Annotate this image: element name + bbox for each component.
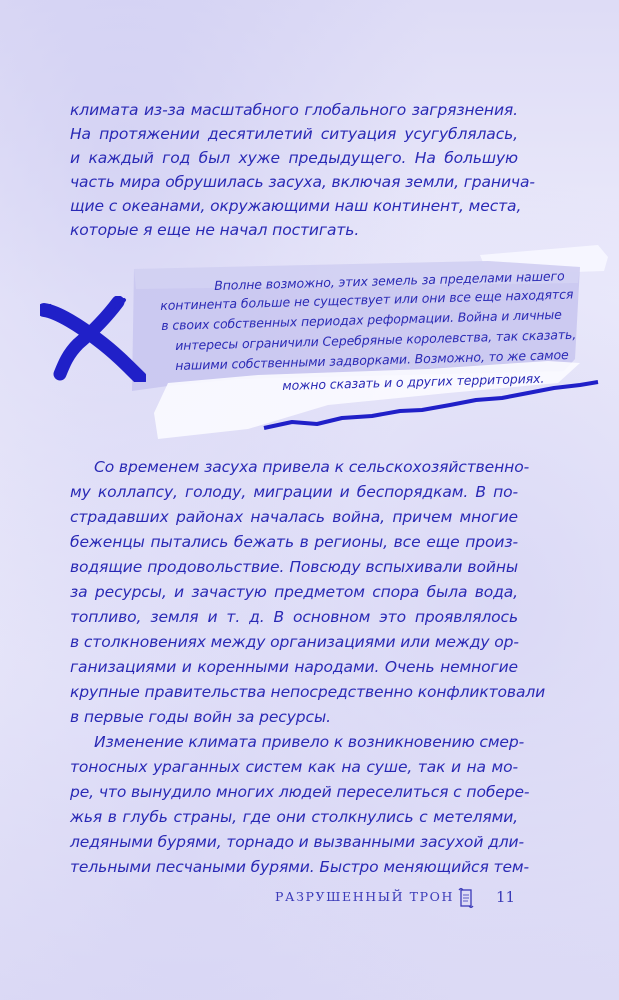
text-line: тельными песчаными бурями. Быстро меняющийся тем- (70, 858, 529, 876)
text-line: ганизациями и коренными народами. Очень немногие (70, 658, 518, 676)
text-line: жья в глубь страны, где они столкнулись с метелями, (70, 808, 518, 826)
note-line: континента больше не существует или они все еще находятся (160, 286, 574, 313)
text-line: му коллапсу, голоду, миграции и беспорядкам. В по- (70, 483, 518, 501)
note-line: интересы ограничили Серебряные королевства, так сказать, (175, 326, 577, 353)
text-line: Изменение климата привело к возникновению смер- (94, 733, 525, 751)
text-line: тоносных ураганных систем как на суше, так и на мо- (70, 758, 518, 776)
note-line: Вполне возможно, этих земель за пределами нашего (214, 268, 565, 293)
text-line: беженцы пытались бежать в регионы, все еще произ- (70, 533, 518, 551)
text-line: и каждый год был хуже предыдущего. На большую (70, 149, 518, 167)
text-line: за ресурсы, и зачастую предметом спора была вода, (70, 583, 518, 601)
page-number: 11 (496, 888, 516, 906)
text-line: крупные правительства непосредственно конфликтовали (70, 683, 546, 701)
book-title: РАЗРУШЕННЫЙ ТРОН (275, 889, 454, 904)
text-line: водящие продовольствие. Повсюду вспыхивали войны (70, 558, 518, 576)
text-line: в первые годы войн за ресурсы. (70, 708, 331, 726)
text-line: часть мира обрушилась засуха, включая земли, гранича- (70, 173, 535, 191)
text-line: ре, что вынудило многих людей переселиться с побере- (70, 783, 530, 801)
text-line: топливо, земля и т. д. В основном это проявлялось (70, 608, 518, 626)
text-line: щие с океанами, окружающими наш континент, места, (70, 197, 522, 215)
note-line: нашими собственными задворками. Возможно, то же самое (175, 347, 569, 373)
note-line: в своих собственных периодах реформации. Война и личные (161, 306, 562, 333)
text-line: которые я еще не начал постигать. (70, 221, 360, 239)
scroll-icon (458, 887, 474, 909)
x-mark-icon (40, 296, 146, 382)
note-line: можно сказать и о других территориях. (282, 370, 545, 393)
text-line: страдавших районах началась война, причем многие (70, 508, 518, 526)
text-line: в столкновениях между организациями или между ор- (70, 633, 519, 651)
text-line: ледяными бурями, торнадо и вызванными засухой дли- (70, 833, 525, 851)
page-footer (270, 887, 530, 911)
text-line: климата из-за масштабного глобального загрязнения. (70, 101, 518, 119)
text-line: Со временем засуха привела к сельскохозяйственно- (94, 458, 530, 476)
text-line: На протяжении десятилетий ситуация усугублялась, (70, 125, 518, 143)
